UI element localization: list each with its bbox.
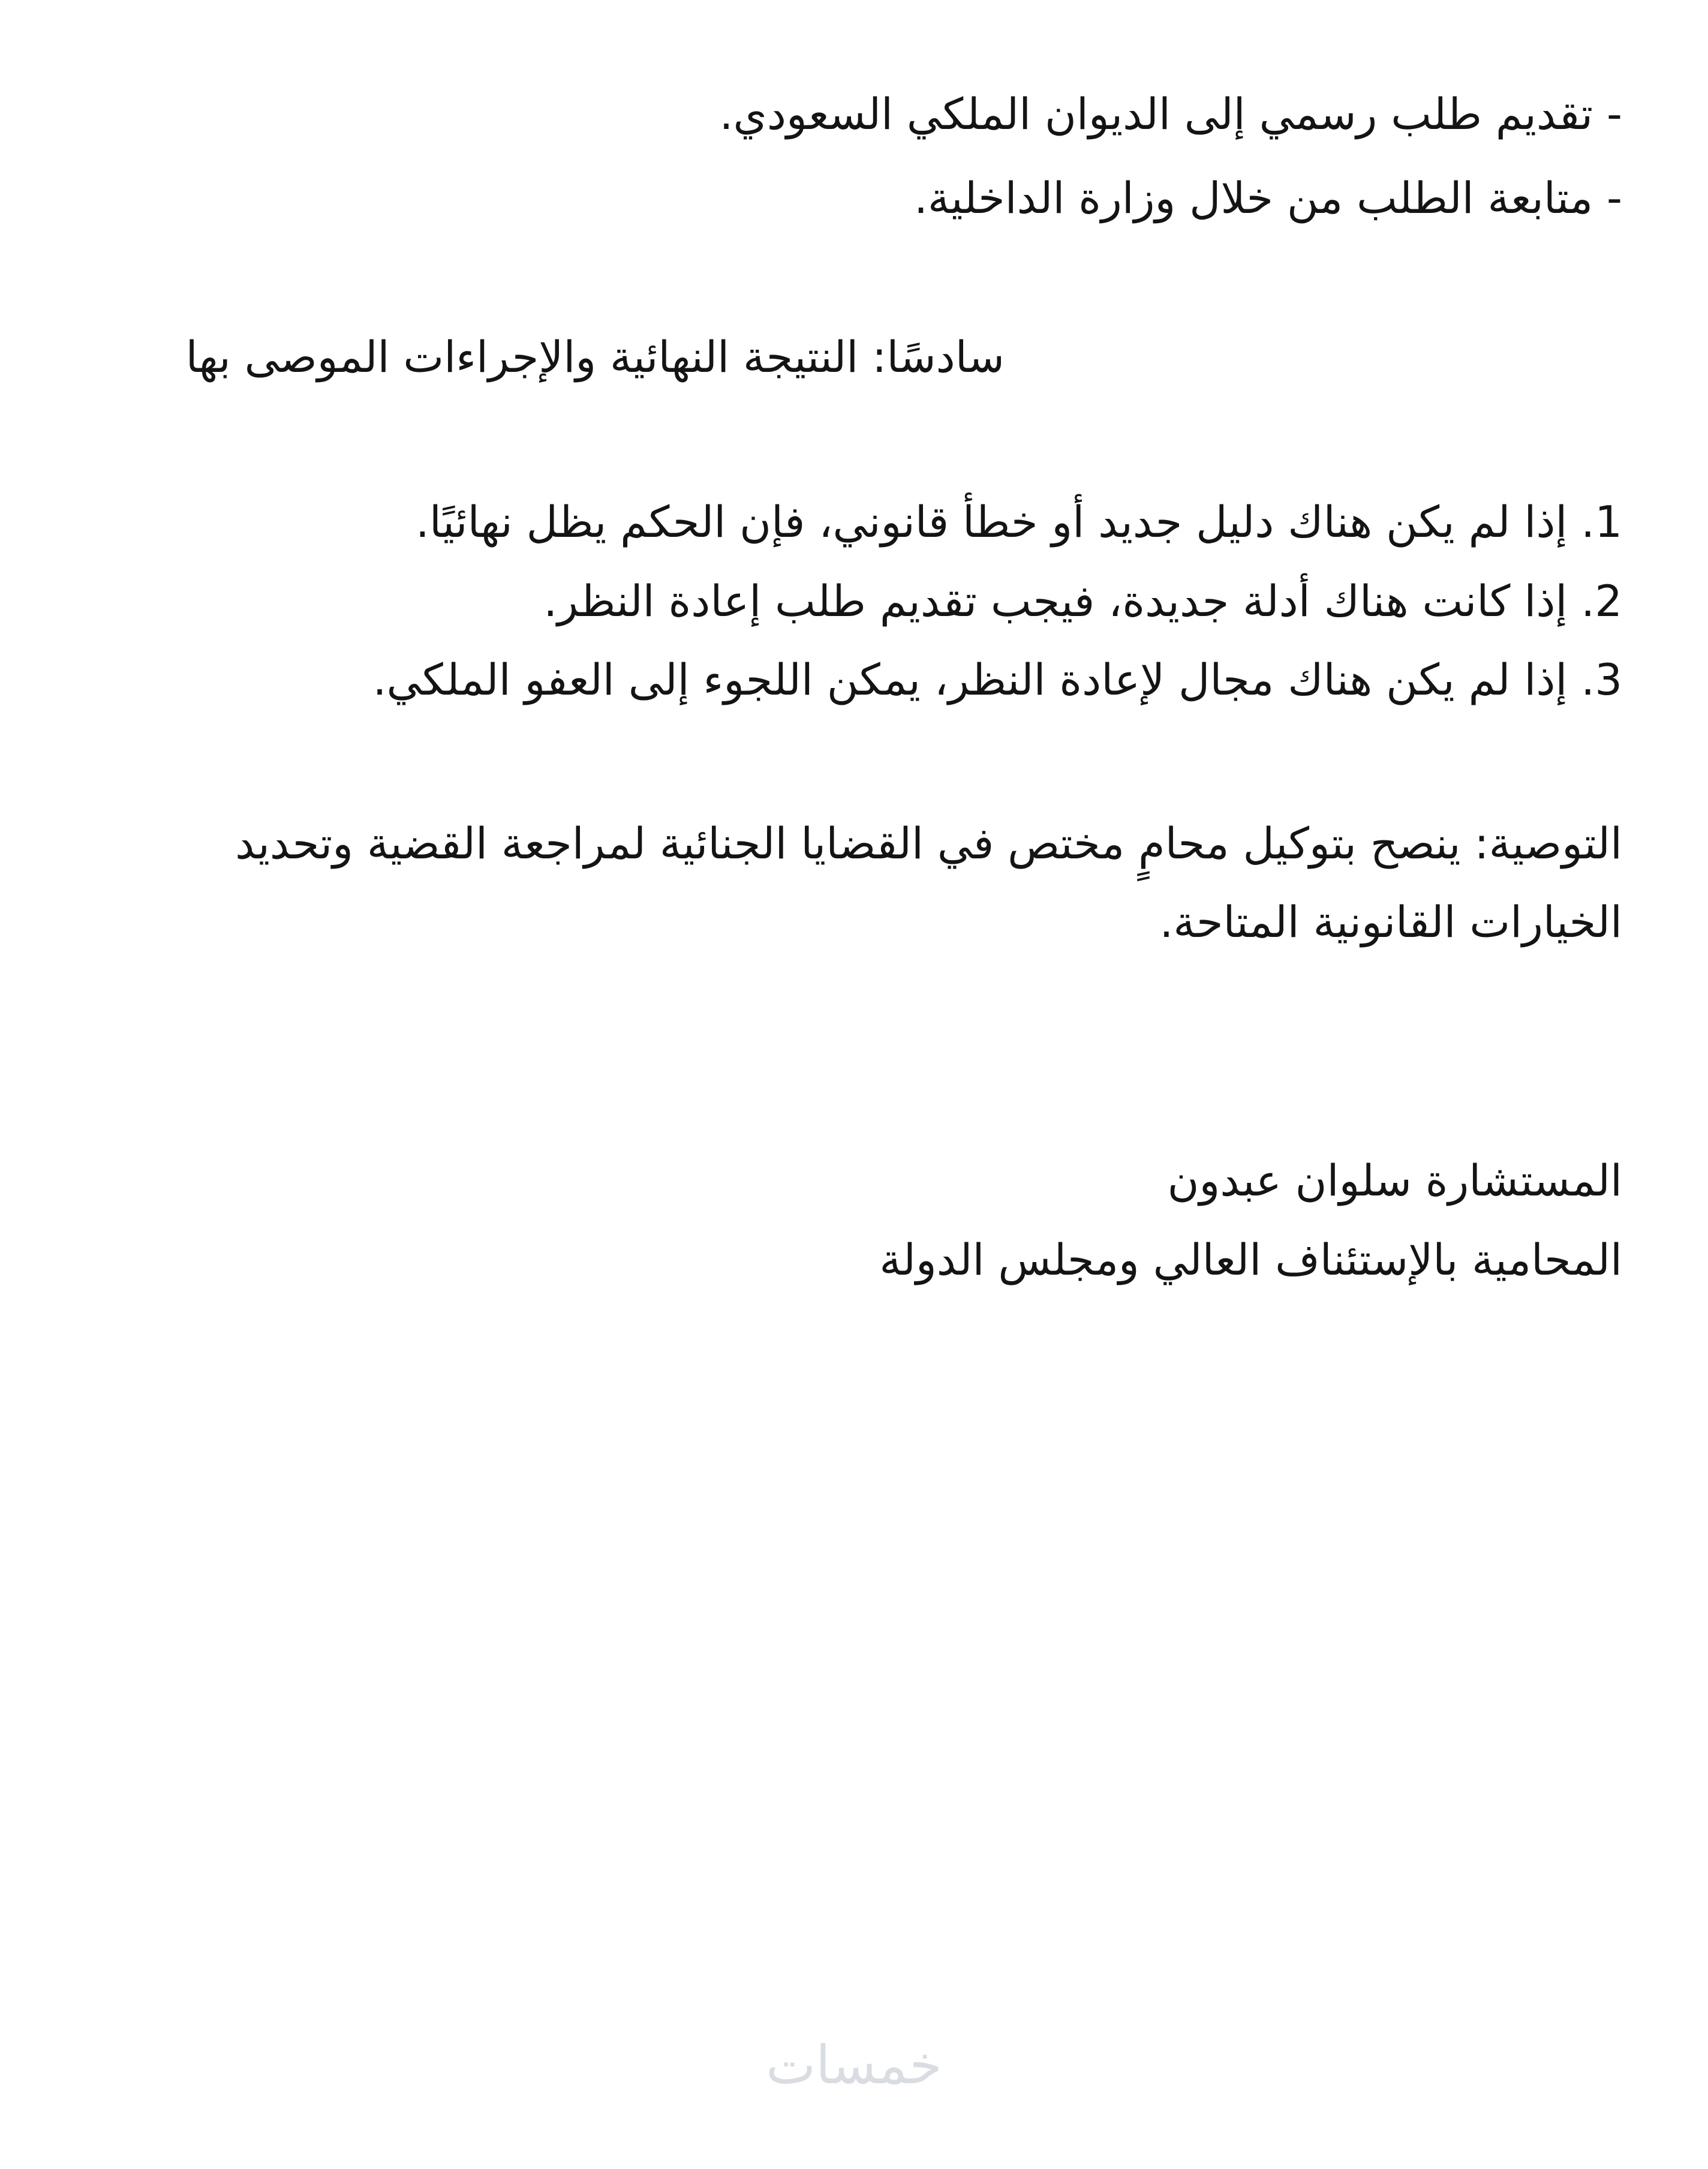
outcome-line-1: 1. إذا لم يكن هناك دليل جديد أو خطأ قانوني، فإن الحكم يظل نهائيًا. — [416, 497, 1622, 547]
watermark-logo: خمسات — [766, 2034, 942, 2096]
step-line-1: - تقديم طلب رسمي إلى الديوان الملكي السعودي. — [719, 89, 1622, 139]
recommendation-line-2: الخيارات القانونية المتاحة. — [1159, 897, 1622, 947]
recommendation-line-1: التوصية: ينصح بتوكيل محامٍ مختص في القضايا الجنائية لمراجعة القضية وتحديد — [235, 818, 1622, 869]
step-line-2: - متابعة الطلب من خلال وزارة الداخلية. — [914, 173, 1622, 223]
section-heading: سادسًا: النتيجة النهائية والإجراءات الموصى بها — [185, 332, 1005, 382]
signature-title: المحامية بالإستئناف العالي ومجلس الدولة — [879, 1234, 1622, 1285]
outcome-line-3: 3. إذا لم يكن هناك مجال لإعادة النظر، يمكن اللجوء إلى العفو الملكي. — [372, 654, 1622, 705]
outcome-line-2: 2. إذا كانت هناك أدلة جديدة، فيجب تقديم طلب إعادة النظر. — [543, 576, 1622, 626]
signature-name: المستشارة سلوان عبدون — [1167, 1155, 1622, 1206]
